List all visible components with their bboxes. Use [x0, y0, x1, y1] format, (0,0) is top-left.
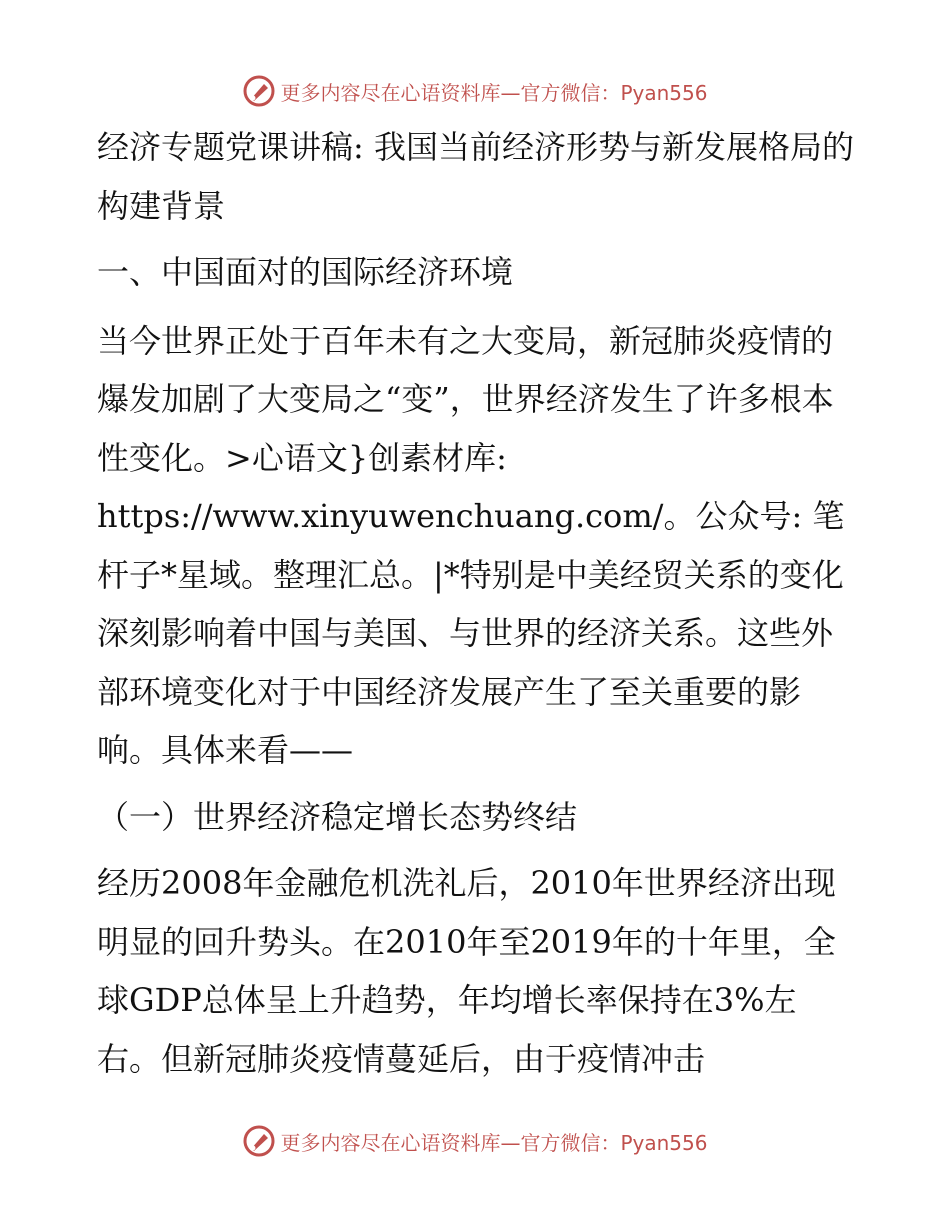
- subsection-heading: （一）世界经济稳定增长态势终结: [97, 797, 578, 836]
- body-paragraph: 当今世界正处于百年未有之大变局，新冠肺炎疫情的爆发加剧了大变局之“变”，世界经济发生了许多根本性变化。>心语文}创素材库: https://www.xinyuwenchuang.com/。公众号: 笔杆子*星域。整理汇总。|*特别是中美经贸关系的变化深刻影响着中国与美国、与世界的经济关系。这些外部环境变化对于中国经济发展产生了至关重要的影响。具体来看——: [97, 321, 845, 769]
- pen-nib-seal-icon: [242, 1124, 276, 1158]
- watermark-text: 更多内容尽在心语资料库—官方微信：Pyan556: [280, 1130, 708, 1155]
- footer-watermark: [0, 1124, 950, 1158]
- watermark-text: 更多内容尽在心语资料库—官方微信：Pyan556: [280, 80, 708, 105]
- document-body: [97, 118, 857, 1096]
- document-title: 经济专题党课讲稿: 我国当前经济形势与新发展格局的构建背景: [97, 128, 854, 225]
- section-heading: 一、中国面对的国际经济环境: [97, 253, 514, 291]
- body-paragraph: 经历2008年金融危机洗礼后，2010年世界经济出现明显的回升势头。在2010年至2019年的十年里，全球GDP总体呈上升趋势，年均增长率保持在3%左右。但新冠肺炎疫情蔓延后，由于疫情冲击: [97, 864, 836, 1078]
- header-watermark: [0, 74, 950, 108]
- pen-nib-seal-icon: [242, 74, 276, 108]
